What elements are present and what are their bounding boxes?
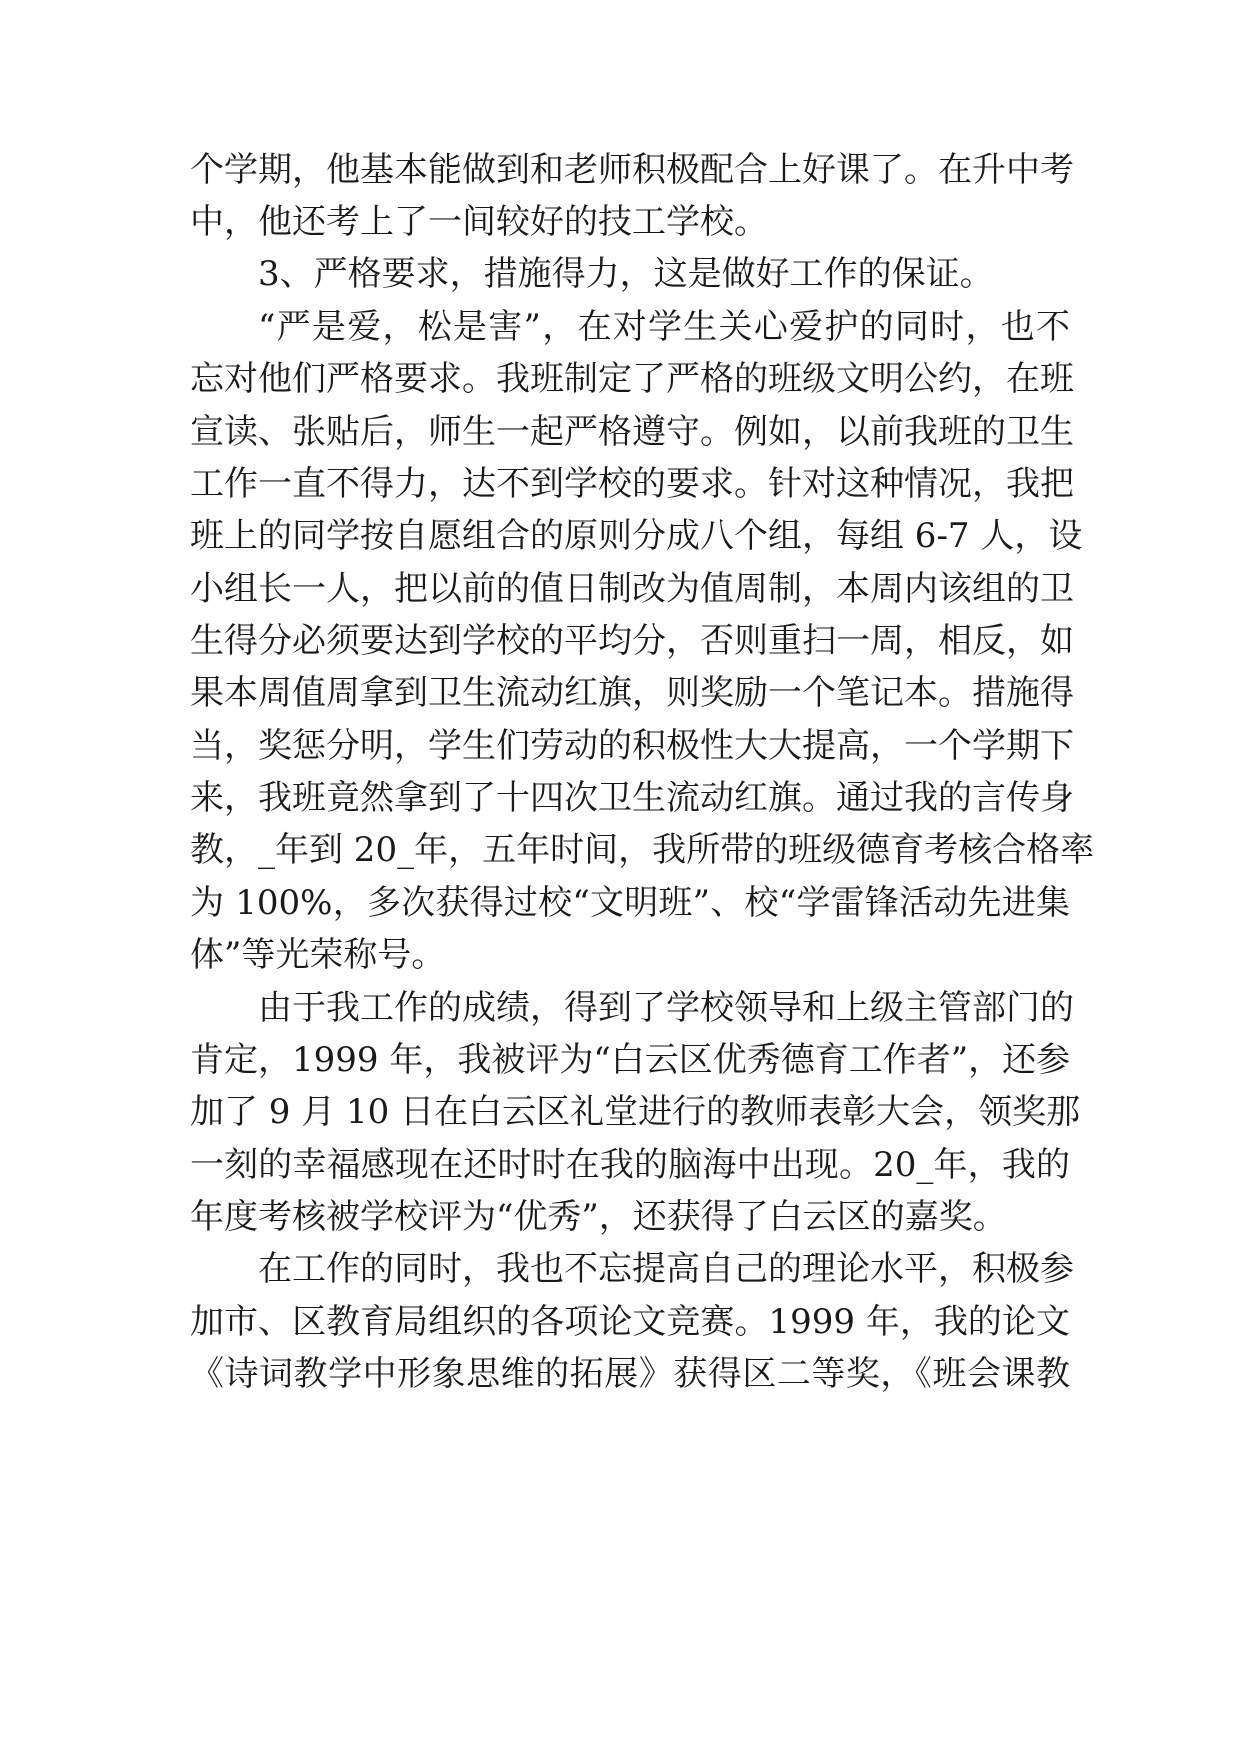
text-line: 《诗词教学中形象思维的拓展》获得区二等奖，《班会课教 <box>190 1354 1070 1394</box>
section-heading: 3、严格要求，措施得力，这是做好工作的保证。 <box>258 254 994 294</box>
text-line: 生得分必须要达到学校的平均分，否则重扫一周，相反，如 <box>190 621 1074 661</box>
text-line: 肯定，1999 年，我被评为“白云区优秀德育工作者”，还参 <box>190 1040 1071 1080</box>
text-line: 一刻的幸福感现在还时时在我的脑海中出现。20_年，我的 <box>190 1145 1070 1185</box>
text-line: 中，他还考上了一间较好的技工学校。 <box>190 202 768 242</box>
text-line: 年度考核被学校评为“优秀”，还获得了白云区的嘉奖。 <box>190 1197 1007 1237</box>
text-line: 班上的同学按自愿组合的原则分成八个组，每组 6-7 人，设 <box>190 516 1083 556</box>
text-line: 由于我工作的成绩，得到了学校领导和上级主管部门的 <box>258 988 1074 1028</box>
text-line: 忘对他们严格要求。我班制定了严格的班级文明公约，在班 <box>190 359 1074 399</box>
text-line: 教，_年到 20_年，五年时间，我所带的班级德育考核合格率 <box>190 830 1095 870</box>
text-line: 小组长一人，把以前的值日制改为值周制，本周内该组的卫 <box>190 569 1074 609</box>
text-line: 工作一直不得力，达不到学校的要求。针对这种情况，我把 <box>190 464 1074 504</box>
text-line: 当，奖惩分明，学生们劳动的积极性大大提高，一个学期下 <box>190 726 1074 766</box>
text-line: 宣读、张贴后，师生一起严格遵守。例如，以前我班的卫生 <box>190 412 1074 452</box>
text-line: 加了 9 月 10 日在白云区礼堂进行的教师表彰大会，领奖那 <box>190 1092 1081 1132</box>
text-line: 为 100%，多次获得过校“文明班”、校“学雷锋活动先进集 <box>190 883 1070 923</box>
text-line: 体”等光荣称号。 <box>190 935 446 975</box>
text-line: 个学期，他基本能做到和老师积极配合上好课了。在升中考 <box>190 150 1074 190</box>
text-line: “严是爱，松是害”，在对学生关心爱护的同时，也不 <box>258 307 1070 347</box>
text-line: 加市、区教育局组织的各项论文竞赛。1999 年，我的论文 <box>190 1302 1070 1342</box>
text-line: 来，我班竟然拿到了十四次卫生流动红旗。通过我的言传身 <box>190 778 1074 818</box>
text-line: 在工作的同时，我也不忘提高自己的理论水平，积极参 <box>258 1249 1074 1289</box>
text-line: 果本周值周拿到卫生流动红旗，则奖励一个笔记本。措施得 <box>190 673 1074 713</box>
